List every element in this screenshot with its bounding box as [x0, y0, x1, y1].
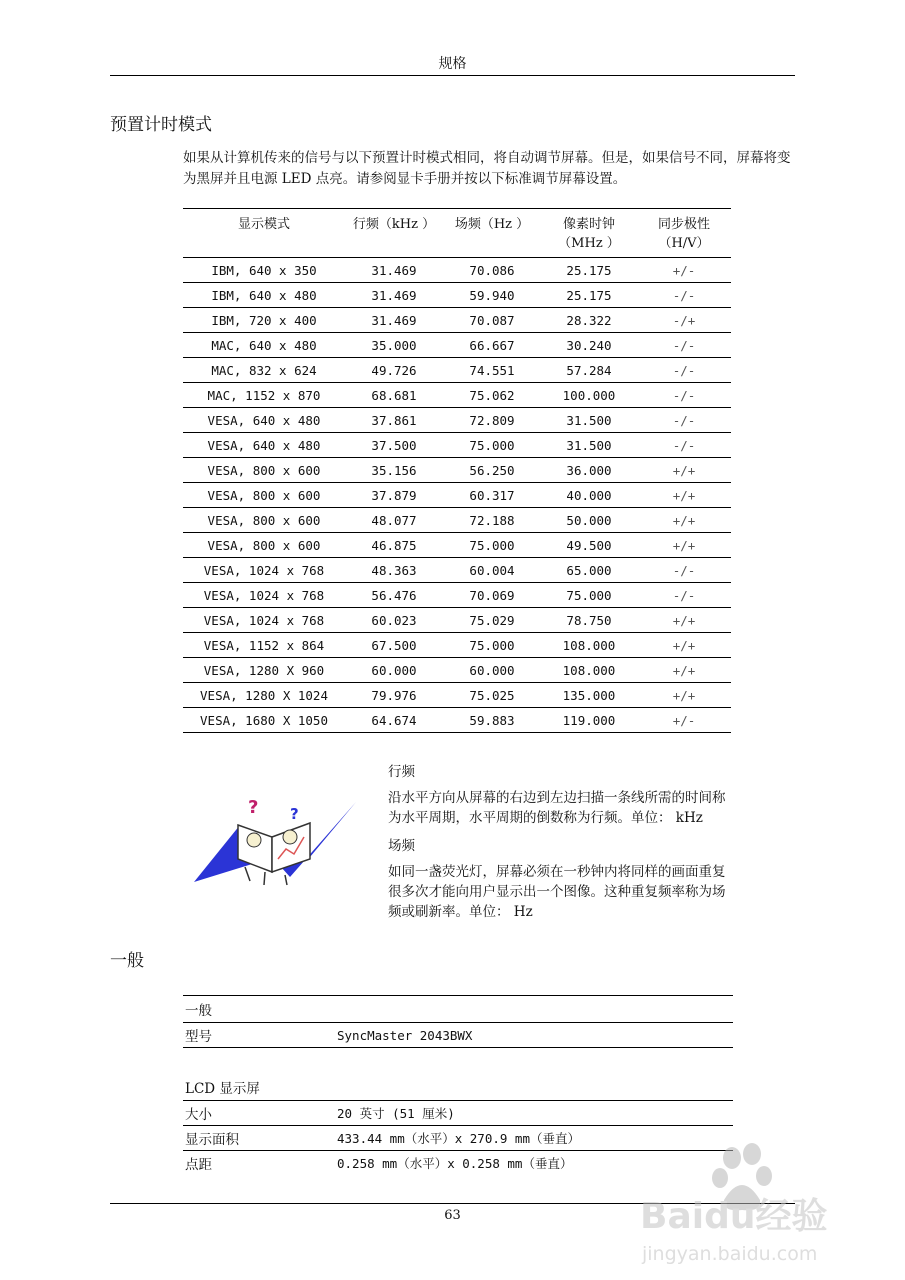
col-h-freq: 行频（kHz ）	[345, 209, 443, 258]
timing-row	[183, 258, 731, 283]
cell-v-freq: 75.025	[443, 683, 541, 708]
page-header: 规格	[438, 56, 467, 72]
cell-h-freq: 64.674	[345, 708, 443, 733]
cell-sync-polarity: +/-	[637, 258, 731, 283]
cell-v-freq: 70.069	[443, 583, 541, 608]
cell-pixel-clock: 30.240	[541, 333, 637, 358]
spec-value: 20 英寸 (51 厘米)	[337, 1106, 455, 1121]
cell-h-freq: 37.861	[345, 408, 443, 433]
cell-v-freq: 70.087	[443, 308, 541, 333]
spec-value: SyncMaster 2043BWX	[337, 1027, 473, 1043]
cell-h-freq: 35.156	[345, 458, 443, 483]
timing-row	[183, 558, 731, 583]
cell-pixel-clock: 31.500	[541, 433, 637, 458]
glossary-desc-h-freq: 沿水平方向从屏幕的右边到左边扫描一条线所需的时间称为水平周期，水平周期的倒数称为行频。单位： kHz	[388, 790, 726, 826]
cell-h-freq: 46.875	[345, 533, 443, 558]
spec-value: 433.44 mm（水平）x 270.9 mm（垂直）	[337, 1131, 580, 1146]
cell-pixel-clock: 108.000	[541, 658, 637, 683]
cell-display-mode: VESA, 800 x 600	[183, 533, 345, 558]
cell-h-freq: 49.726	[345, 358, 443, 383]
timing-row	[183, 683, 731, 708]
glossary-desc-v-freq: 如同一盏荧光灯，屏幕必须在一秒钟内将同样的画面重复很多次才能向用户显示出一个图像。这种重复频率称为场频或刷新率。单位： Hz	[388, 864, 726, 920]
cell-v-freq: 72.809	[443, 408, 541, 433]
spec-key: 型号	[185, 1029, 212, 1045]
cell-pixel-clock: 135.000	[541, 683, 637, 708]
cell-display-mode: VESA, 640 x 480	[183, 433, 345, 458]
cell-v-freq: 74.551	[443, 358, 541, 383]
cell-sync-polarity: +/+	[637, 483, 731, 508]
question-mark-1: ?	[248, 797, 259, 818]
spec-key: 显示面积	[185, 1132, 239, 1148]
cell-h-freq: 48.077	[345, 508, 443, 533]
cell-h-freq: 60.000	[345, 658, 443, 683]
cell-v-freq: 75.000	[443, 433, 541, 458]
cell-h-freq: 35.000	[345, 333, 443, 358]
cell-display-mode: VESA, 800 x 600	[183, 458, 345, 483]
timing-row	[183, 433, 731, 458]
spec-group-heading: 一般	[183, 996, 733, 1023]
cell-pixel-clock: 50.000	[541, 508, 637, 533]
timing-row	[183, 658, 731, 683]
cell-sync-polarity: +/+	[637, 683, 731, 708]
cell-display-mode: VESA, 800 x 600	[183, 508, 345, 533]
cell-display-mode: VESA, 1024 x 768	[183, 608, 345, 633]
timing-row	[183, 458, 731, 483]
spec-value: 0.258 mm（水平）x 0.258 mm（垂直）	[337, 1156, 573, 1171]
cell-sync-polarity: -/-	[637, 358, 731, 383]
cell-display-mode: VESA, 800 x 600	[183, 483, 345, 508]
cell-h-freq: 56.476	[345, 583, 443, 608]
spec-group-general	[183, 995, 733, 1048]
cell-pixel-clock: 108.000	[541, 633, 637, 658]
cell-v-freq: 75.000	[443, 633, 541, 658]
cell-display-mode: VESA, 1152 x 864	[183, 633, 345, 658]
timing-row	[183, 483, 731, 508]
baidu-jingyan-watermark	[640, 1140, 890, 1270]
timing-row	[183, 358, 731, 383]
cell-v-freq: 75.062	[443, 383, 541, 408]
timing-row	[183, 308, 731, 333]
spec-group-heading: LCD 显示屏	[183, 1074, 733, 1101]
cell-v-freq: 72.188	[443, 508, 541, 533]
cell-display-mode: MAC, 640 x 480	[183, 333, 345, 358]
cell-v-freq: 60.317	[443, 483, 541, 508]
cell-sync-polarity: -/-	[637, 383, 731, 408]
cell-pixel-clock: 40.000	[541, 483, 637, 508]
cell-display-mode: IBM, 640 x 350	[183, 258, 345, 283]
cell-sync-polarity: -/-	[637, 583, 731, 608]
cell-pixel-clock: 36.000	[541, 458, 637, 483]
timing-row	[183, 508, 731, 533]
timing-body	[183, 258, 731, 733]
cell-h-freq: 48.363	[345, 558, 443, 583]
book-with-question-marks-icon	[190, 797, 360, 887]
cell-pixel-clock: 25.175	[541, 258, 637, 283]
glossary-term-h-freq: 行频	[388, 764, 415, 780]
cell-v-freq: 59.883	[443, 708, 541, 733]
cell-display-mode: VESA, 1024 x 768	[183, 558, 345, 583]
timing-row	[183, 708, 731, 733]
cell-display-mode: VESA, 1280 X 960	[183, 658, 345, 683]
cell-display-mode: IBM, 720 x 400	[183, 308, 345, 333]
cell-pixel-clock: 57.284	[541, 358, 637, 383]
cell-pixel-clock: 119.000	[541, 708, 637, 733]
cell-sync-polarity: -/+	[637, 308, 731, 333]
cell-pixel-clock: 75.000	[541, 583, 637, 608]
cell-v-freq: 70.086	[443, 258, 541, 283]
page-number: 63	[444, 1208, 461, 1223]
spec-key: 点距	[185, 1157, 212, 1173]
intro-paragraph: 如果从计算机传来的信号与以下预置计时模式相同，将自动调节屏幕。但是，如果信号不同，屏幕将变为黑屏并且电源 LED 点亮。请参阅显卡手册并按以下标准调节屏幕设置。	[183, 150, 791, 187]
col-sync-polarity: 同步极性（H/V）	[637, 209, 731, 258]
cell-sync-polarity: +/+	[637, 658, 731, 683]
timing-row	[183, 283, 731, 308]
cell-display-mode: VESA, 640 x 480	[183, 408, 345, 433]
cell-display-mode: MAC, 832 x 624	[183, 358, 345, 383]
glossary-term-v-freq: 场频	[388, 838, 415, 854]
cell-sync-polarity: +/+	[637, 508, 731, 533]
cell-display-mode: VESA, 1280 X 1024	[183, 683, 345, 708]
cell-pixel-clock: 31.500	[541, 408, 637, 433]
cell-h-freq: 31.469	[345, 283, 443, 308]
cell-h-freq: 37.879	[345, 483, 443, 508]
cell-v-freq: 75.029	[443, 608, 541, 633]
question-mark-2: ?	[290, 805, 299, 823]
watermark-brand: Baidu经验	[640, 1196, 828, 1237]
section-title-general: 一般	[110, 951, 144, 971]
timing-row	[183, 408, 731, 433]
cell-h-freq: 37.500	[345, 433, 443, 458]
cell-h-freq: 31.469	[345, 258, 443, 283]
cell-sync-polarity: +/+	[637, 633, 731, 658]
col-v-freq: 场频（Hz ）	[443, 209, 541, 258]
cell-pixel-clock: 100.000	[541, 383, 637, 408]
glossary	[388, 762, 738, 930]
cell-h-freq: 68.681	[345, 383, 443, 408]
cell-sync-polarity: +/+	[637, 458, 731, 483]
cell-sync-polarity: -/-	[637, 558, 731, 583]
cell-pixel-clock: 78.750	[541, 608, 637, 633]
cell-v-freq: 75.000	[443, 533, 541, 558]
cell-v-freq: 59.940	[443, 283, 541, 308]
spec-row-size	[183, 1101, 733, 1126]
cell-h-freq: 67.500	[345, 633, 443, 658]
cell-v-freq: 60.000	[443, 658, 541, 683]
cell-sync-polarity: -/-	[637, 408, 731, 433]
timing-row	[183, 333, 731, 358]
cell-display-mode: IBM, 640 x 480	[183, 283, 345, 308]
timing-table	[183, 208, 731, 733]
cell-v-freq: 60.004	[443, 558, 541, 583]
timing-header-row	[183, 209, 731, 258]
cell-pixel-clock: 49.500	[541, 533, 637, 558]
cell-sync-polarity: +/+	[637, 533, 731, 558]
cell-sync-polarity: -/-	[637, 283, 731, 308]
cell-display-mode: MAC, 1152 x 870	[183, 383, 345, 408]
timing-row	[183, 583, 731, 608]
cell-pixel-clock: 65.000	[541, 558, 637, 583]
cell-pixel-clock: 28.322	[541, 308, 637, 333]
watermark-url: jingyan.baidu.com	[642, 1243, 818, 1265]
timing-row	[183, 383, 731, 408]
cell-sync-polarity: -/-	[637, 333, 731, 358]
cell-sync-polarity: +/+	[637, 608, 731, 633]
cell-h-freq: 60.023	[345, 608, 443, 633]
col-display-mode: 显示模式	[183, 209, 345, 258]
cell-display-mode: VESA, 1024 x 768	[183, 583, 345, 608]
timing-row	[183, 533, 731, 558]
cell-v-freq: 66.667	[443, 333, 541, 358]
cell-pixel-clock: 25.175	[541, 283, 637, 308]
timing-row	[183, 608, 731, 633]
cell-h-freq: 31.469	[345, 308, 443, 333]
cell-sync-polarity: -/-	[637, 433, 731, 458]
cell-sync-polarity: +/-	[637, 708, 731, 733]
col-pixel-clock: 像素时钟（MHz ）	[541, 209, 637, 258]
spec-row-model	[183, 1023, 733, 1048]
timing-row	[183, 633, 731, 658]
cell-h-freq: 79.976	[345, 683, 443, 708]
spec-key: 大小	[185, 1107, 212, 1123]
header-rule	[110, 75, 795, 76]
cell-display-mode: VESA, 1680 X 1050	[183, 708, 345, 733]
cell-v-freq: 56.250	[443, 458, 541, 483]
section-title-preset: 预置计时模式	[110, 115, 212, 135]
